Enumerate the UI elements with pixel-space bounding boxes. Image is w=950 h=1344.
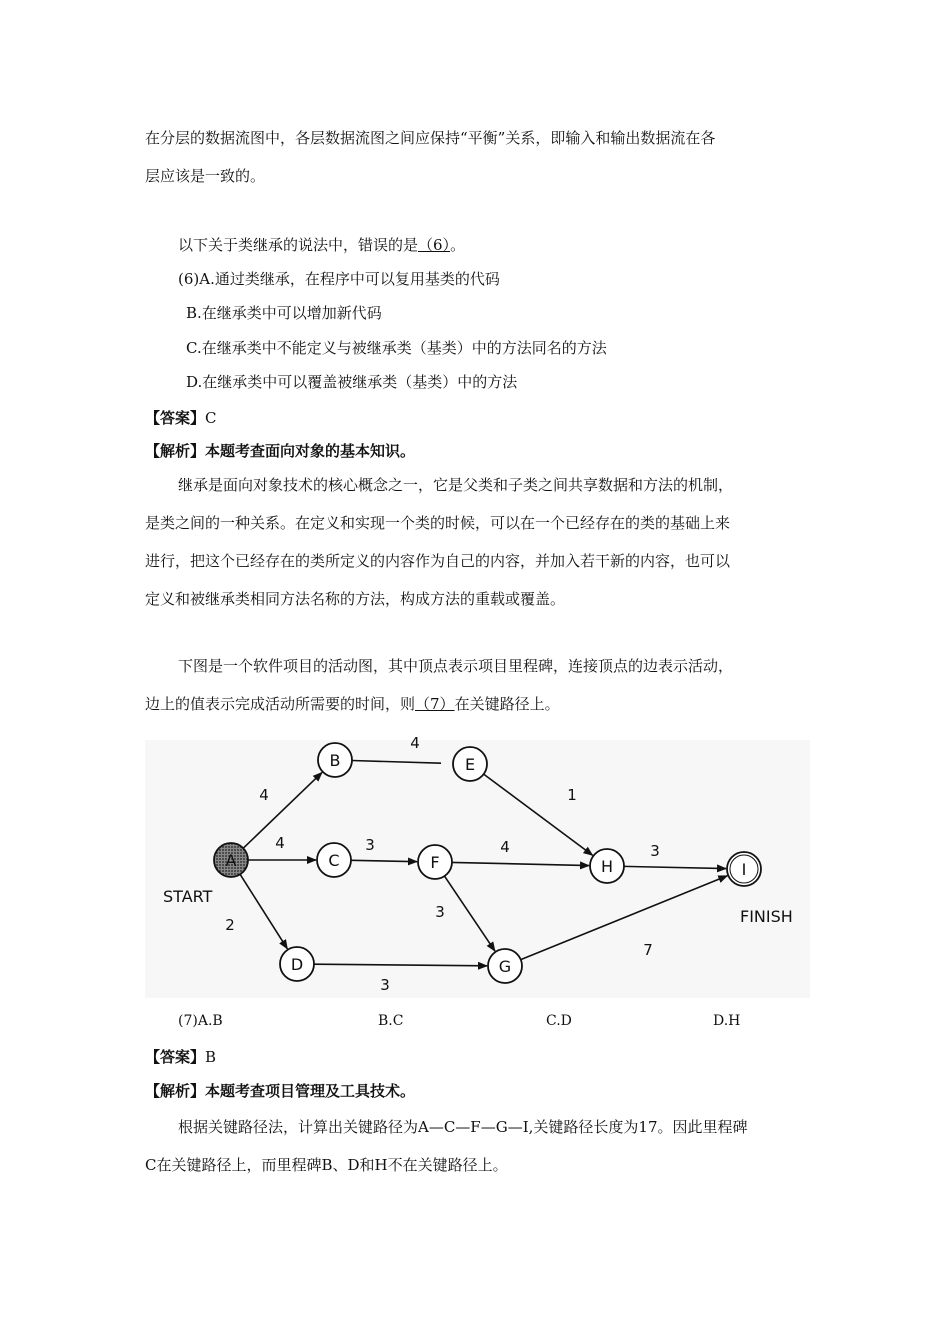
node-label: B — [329, 751, 341, 770]
edge-weight-label: 4 — [275, 834, 285, 852]
node-label: I — [741, 860, 747, 879]
q6-analysis-line: 是类之间的一种关系。在定义和实现一个类的时候，可以在一个已经存在的类的基础上来 — [145, 514, 731, 532]
q6-blank: （6） — [418, 236, 451, 254]
node-g — [488, 949, 522, 983]
q7-analysis-line: C在关键路径上，而里程碑B、D和H不在关键路径上。 — [145, 1156, 508, 1174]
q7-option-a: (7)A.B — [178, 1013, 223, 1029]
node-label: H — [600, 857, 614, 876]
edge-weight-label: 3 — [435, 903, 445, 921]
q6-option-b: B.在继承类中可以增加新代码 — [186, 304, 382, 322]
para1-line1: 在分层的数据流图中，各层数据流图之间应保持“平衡”关系，即输入和输出数据流在各 — [145, 129, 716, 147]
q6-option-c: C.在继承类中不能定义与被继承类（基类）中的方法同名的方法 — [186, 339, 607, 357]
node-h — [590, 849, 624, 883]
q7-stem-line2: 边上的值表示完成活动所需要的时间，则（7）在关键路径上。 — [145, 695, 560, 713]
q7-option-b: B.C — [378, 1013, 404, 1029]
start-label: START — [163, 887, 213, 906]
q6-analysis-heading: 【解析】本题考查面向对象的基本知识。 — [145, 442, 416, 460]
q6-stem: 以下关于类继承的说法中，错误的是（6）。 — [178, 236, 466, 254]
node-label: E — [464, 755, 476, 774]
edge-weight-label: 3 — [380, 976, 390, 994]
node-i — [727, 852, 761, 886]
node-c — [317, 843, 351, 877]
edge-weight-label: 4 — [410, 734, 420, 752]
node-e — [453, 747, 487, 781]
q7-answer: 【答案】B — [145, 1048, 217, 1066]
q6-analysis-line: 继承是面向对象技术的核心概念之一，它是父类和子类之间共享数据和方法的机制， — [178, 476, 734, 494]
edge-weight-label: 2 — [225, 916, 235, 934]
finish-label: FINISH — [740, 907, 793, 926]
node-d — [280, 947, 314, 981]
node-label: G — [498, 957, 512, 976]
q7-analysis-line: 根据关键路径法，计算出关键路径为A—C—F—G—I,关键路径长度为17。因此里程碑 — [178, 1118, 748, 1136]
node-a — [214, 843, 248, 877]
node-label: D — [290, 955, 304, 974]
q6-answer: 【答案】C — [145, 409, 217, 427]
node-label: C — [328, 851, 340, 870]
edge-weight-label: 3 — [650, 842, 660, 860]
q7-blank: （7） — [415, 695, 455, 713]
node-label: A — [225, 851, 237, 870]
q6-option-d: D.在继承类中可以覆盖被继承类（基类）中的方法 — [186, 373, 518, 391]
q7-option-c: C.D — [546, 1013, 572, 1029]
q7-stem-line1: 下图是一个软件项目的活动图，其中顶点表示项目里程碑，连接顶点的边表示活动， — [178, 657, 734, 675]
q7-analysis-heading: 【解析】本题考查项目管理及工具技术。 — [145, 1082, 416, 1100]
edge-weight-label: 4 — [500, 838, 510, 856]
edge-weight-label: 4 — [259, 786, 269, 804]
node-label: F — [430, 853, 440, 872]
para1-line2: 层应该是一致的。 — [145, 167, 266, 185]
edge-weight-label: 7 — [643, 941, 653, 959]
q6-analysis-line: 定义和被继承类相同方法名称的方法，构成方法的重载或覆盖。 — [145, 590, 566, 608]
q7-option-d: D.H — [713, 1013, 741, 1029]
edge-weight-label: 1 — [567, 786, 577, 804]
q6-option-a: (6)A.通过类继承，在程序中可以复用基类的代码 — [178, 270, 500, 288]
edge-weight-label: 3 — [365, 836, 375, 854]
node-f — [418, 845, 452, 879]
q6-analysis-line: 进行，把这个已经存在的类所定义的内容作为自己的内容，并加入若干新的内容，也可以 — [145, 552, 731, 570]
node-b — [318, 743, 352, 777]
